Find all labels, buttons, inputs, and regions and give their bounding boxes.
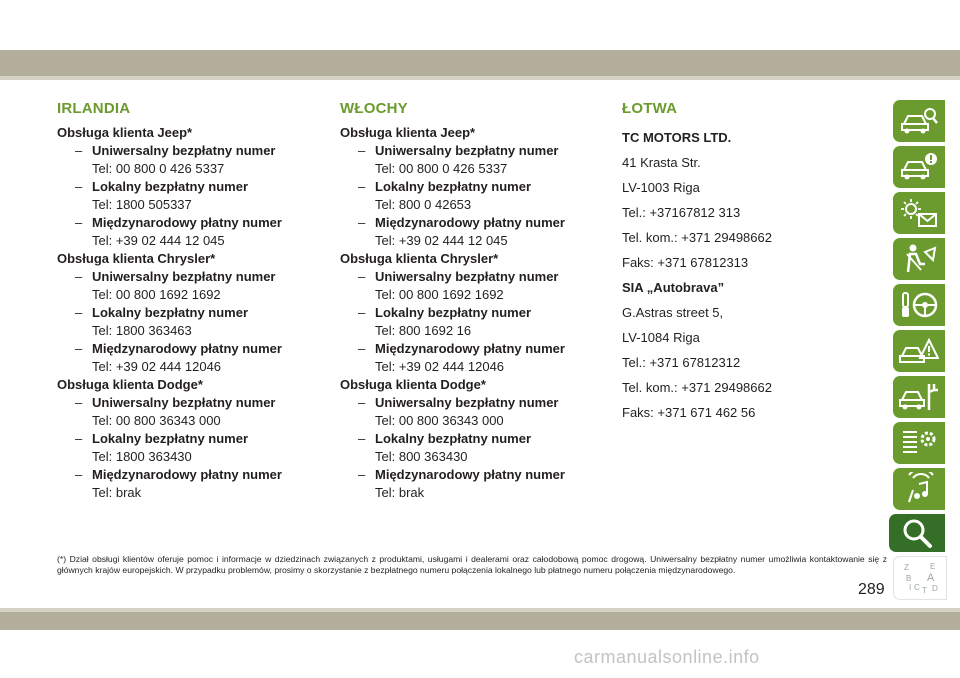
entry (358, 430, 610, 466)
group-chrysler (340, 250, 610, 376)
alphabet-index-icon (900, 561, 940, 595)
bottom-band (0, 612, 960, 630)
heading-ireland: IRLANDIA (57, 100, 131, 117)
entry-title: Uniwersalny bezpłatny numer (375, 143, 559, 158)
entry (358, 394, 610, 430)
dash: – (75, 143, 83, 158)
entry-phone: Tel: 800 363430 (375, 449, 468, 464)
heading-latvia: ŁOTWA (622, 100, 678, 117)
dash: – (75, 431, 83, 446)
specifications-gear-icon (899, 426, 939, 460)
brand-label: Obsługa klienta Jeep* (340, 125, 476, 140)
dash: – (358, 305, 366, 320)
dash: – (75, 341, 83, 356)
dash: – (358, 215, 366, 230)
dash: – (75, 269, 83, 284)
entry-title: Międzynarodowy płatny numer (92, 215, 282, 230)
tab-alphabet-index[interactable] (893, 556, 947, 600)
entry-phone: Tel: +39 02 444 12 045 (92, 233, 225, 248)
tab-car-search[interactable] (893, 100, 945, 142)
entry-title: Uniwersalny bezpłatny numer (92, 395, 276, 410)
entry (75, 142, 327, 178)
entry (358, 178, 610, 214)
tab-car-info[interactable] (893, 146, 945, 188)
hazard-car-icon (899, 334, 939, 368)
top-band (0, 50, 960, 76)
column-ireland (57, 100, 327, 502)
dash: – (358, 431, 366, 446)
entry-phone: Tel: 00 800 0 426 5337 (92, 161, 225, 176)
entry (75, 178, 327, 214)
brand-label: Obsługa klienta Chrysler* (57, 251, 216, 266)
group-jeep (57, 124, 327, 250)
entry (75, 430, 327, 466)
dealer-line: LV-1084 Riga (622, 330, 700, 345)
car-tools-icon (899, 380, 939, 414)
group-dodge (340, 376, 610, 502)
entry-phone: Tel: +39 02 444 12 045 (375, 233, 508, 248)
dash: – (75, 395, 83, 410)
tab-safety[interactable] (893, 238, 945, 280)
entry-title: Lokalny bezpłatny numer (375, 179, 532, 194)
entry-title: Lokalny bezpłatny numer (92, 179, 249, 194)
entry-phone: Tel: +39 02 444 12046 (92, 359, 222, 374)
key-steering-wheel-icon (899, 288, 939, 322)
dealer-line: Faks: +371 67812313 (622, 255, 749, 270)
entry-phone: Tel: brak (92, 485, 142, 500)
tab-maintenance[interactable] (893, 376, 945, 418)
dealer-line: Tel. kom.: +371 29498662 (622, 230, 772, 245)
entry-phone: Tel: 1800 363463 (92, 323, 192, 338)
entry (75, 268, 327, 304)
group-jeep (340, 124, 610, 250)
entry (358, 304, 610, 340)
chapter-tabs (889, 100, 949, 604)
entry-title: Międzynarodowy płatny numer (92, 341, 282, 356)
index-letter: Z (904, 563, 909, 572)
tab-multimedia[interactable] (893, 468, 945, 510)
dash: – (75, 467, 83, 482)
entry-phone: Tel: +39 02 444 12046 (375, 359, 505, 374)
index-letter: I (909, 583, 912, 592)
tab-emergency[interactable] (893, 330, 945, 372)
entry-phone: Tel: brak (375, 485, 425, 500)
entry-phone: Tel: 00 800 0 426 5337 (375, 161, 508, 176)
entry (75, 304, 327, 340)
dealer-name: TC MOTORS LTD. (622, 130, 732, 145)
entry (75, 340, 327, 376)
entry-title: Lokalny bezpłatny numer (92, 431, 249, 446)
entry-phone: Tel: 800 1692 16 (375, 323, 472, 338)
brand-label: Obsługa klienta Jeep* (57, 125, 193, 140)
entry-title: Uniwersalny bezpłatny numer (375, 269, 559, 284)
column-italy (340, 100, 610, 502)
dash: – (75, 179, 83, 194)
dealer-line: Tel. kom.: +371 29498662 (622, 380, 772, 395)
index-letter: B (906, 574, 912, 583)
index-letter: E (930, 562, 936, 571)
entry-title: Lokalny bezpłatny numer (375, 305, 532, 320)
dealer-line: Faks: +371 671 462 56 (622, 405, 756, 420)
brand-label: Obsługa klienta Dodge* (340, 377, 486, 392)
entry-phone: Tel: 00 800 36343 000 (375, 413, 504, 428)
entry-phone: Tel: 800 0 42653 (375, 197, 472, 212)
entry-title: Lokalny bezpłatny numer (92, 305, 249, 320)
entry (75, 394, 327, 430)
entry (358, 142, 610, 178)
car-search-icon (899, 104, 939, 138)
page-number: 289 (858, 581, 885, 598)
car-info-icon (899, 150, 939, 184)
tab-index[interactable] (889, 514, 945, 552)
column-latvia (622, 100, 892, 425)
entry-title: Międzynarodowy płatny numer (92, 467, 282, 482)
tab-start-driving[interactable] (893, 284, 945, 326)
watermark: carmanualsonline.info (574, 647, 760, 667)
seatbelt-airbag-icon (899, 242, 939, 276)
entry-title: Uniwersalny bezpłatny numer (92, 143, 276, 158)
entry-phone: Tel: 1800 363430 (92, 449, 192, 464)
entry-phone: Tel: 00 800 36343 000 (92, 413, 221, 428)
brand-label: Obsługa klienta Chrysler* (340, 251, 499, 266)
dash: – (358, 395, 366, 410)
entry (358, 466, 610, 502)
entry (75, 466, 327, 502)
group-dodge (57, 376, 327, 502)
entry (75, 214, 327, 250)
dealer-line: LV-1003 Riga (622, 180, 700, 195)
footnote: (*) Dział obsługi klientów oferuje pomoc i informacje w dziedzinach związanych z produktami, usługami i dealerami oraz całodobową pomoc drogową. Uniwersalny bezpłatny numer umożliwia kontaktowanie się z głównych krajów europejskich. W przypadku problemów, prosimy o skorzystanie z bezpłatnego numeru połączenia lokalnego lub płatnego numeru połączenia międzynarodowego. (57, 554, 887, 575)
entry-title: Międzynarodowy płatny numer (375, 215, 565, 230)
tab-specifications[interactable] (893, 422, 945, 464)
entry-title: Międzynarodowy płatny numer (375, 467, 565, 482)
multimedia-icon (899, 472, 939, 506)
dealer-line: Tel.: +371 67812312 (622, 355, 741, 370)
index-letter: D (932, 584, 938, 593)
entry (358, 214, 610, 250)
dash: – (75, 215, 83, 230)
index-letter: T (922, 586, 927, 595)
brand-label: Obsługa klienta Dodge* (57, 377, 203, 392)
top-band-line (0, 76, 960, 80)
dealer-line: 41 Krasta Str. (622, 155, 701, 170)
entry-title: Lokalny bezpłatny numer (375, 431, 532, 446)
entry-title: Uniwersalny bezpłatny numer (92, 269, 276, 284)
entry-phone: Tel: 00 800 1692 1692 (375, 287, 504, 302)
dash: – (358, 269, 366, 284)
magnifier-icon (897, 516, 937, 550)
entry (358, 268, 610, 304)
dash: – (358, 341, 366, 356)
entry-title: Międzynarodowy płatny numer (375, 341, 565, 356)
dash: – (75, 305, 83, 320)
dealer-line: Tel.: +37167812 313 (622, 205, 741, 220)
dealer-name: SIA „Autobrava” (622, 280, 725, 295)
dealer-list (622, 125, 892, 425)
index-letter: A (927, 572, 935, 584)
entry-phone: Tel: 1800 505337 (92, 197, 192, 212)
warning-light-icon (899, 196, 939, 230)
heading-italy: WŁOCHY (340, 100, 408, 117)
dash: – (358, 467, 366, 482)
dash: – (358, 143, 366, 158)
entry (358, 340, 610, 376)
group-chrysler (57, 250, 327, 376)
entry-phone: Tel: 00 800 1692 1692 (92, 287, 221, 302)
tab-warning-lights[interactable] (893, 192, 945, 234)
dash: – (358, 179, 366, 194)
entry-title: Uniwersalny bezpłatny numer (375, 395, 559, 410)
dealer-line: G.Astras street 5, (622, 305, 724, 320)
index-letter: C (914, 583, 920, 592)
